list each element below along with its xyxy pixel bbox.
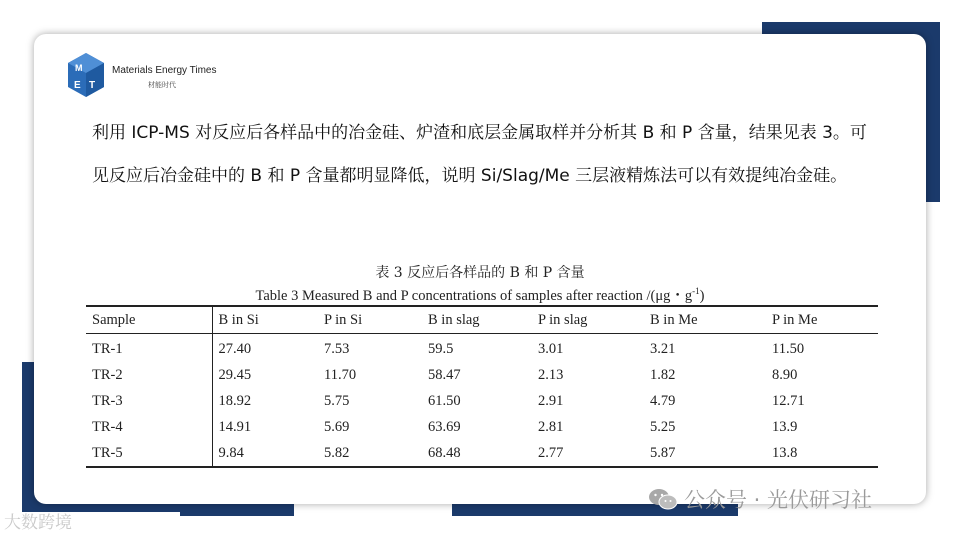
column-header: P in slag bbox=[532, 306, 644, 334]
table-caption-en-sup: -1 bbox=[692, 286, 700, 297]
table-caption-en bbox=[0, 284, 960, 305]
table-cell: 5.87 bbox=[650, 444, 676, 461]
column-header: B in Me bbox=[644, 306, 766, 334]
table-row bbox=[86, 334, 878, 363]
table-cell: 58.47 bbox=[428, 366, 461, 383]
body-paragraph: 利用 ICP-MS 对反应后各样品中的冶金硅、炉渣和底层金属取样并分析其 B 和 P 含量，结果见表 3。可见反应后冶金硅中的 B 和 P 含量都明显降低，说明 Si/Slag/Me 三层液精炼法可以有效提纯冶金硅。 bbox=[92, 123, 867, 186]
column-header: P in Me bbox=[766, 306, 878, 334]
table-cell: TR-3 bbox=[86, 388, 212, 414]
decorative-strip-right bbox=[924, 174, 940, 202]
table-cell: 5.69 bbox=[324, 418, 350, 435]
table-cell: 12.71 bbox=[772, 392, 805, 409]
column-header: B in Si bbox=[212, 306, 318, 334]
table-row bbox=[86, 362, 878, 388]
column-header: B in slag bbox=[422, 306, 532, 334]
table-caption-en-main: Table 3 Measured B and P concentrations of samples after reaction /(μg・g bbox=[255, 288, 693, 304]
table-cell: 29.45 bbox=[218, 366, 252, 383]
table-cell: 2.91 bbox=[538, 392, 564, 409]
column-header: P in Si bbox=[318, 306, 422, 334]
table-cell: 3.01 bbox=[538, 340, 564, 357]
table-cell: 11.70 bbox=[324, 366, 357, 383]
table-cell: 4.79 bbox=[650, 392, 676, 409]
concentration-table bbox=[86, 305, 878, 468]
table-row bbox=[86, 440, 878, 467]
source-watermark: 大数跨境 bbox=[4, 513, 72, 533]
table-cell: 13.8 bbox=[772, 444, 798, 461]
table-cell: 9.84 bbox=[218, 444, 244, 461]
table-cell: 7.53 bbox=[324, 340, 350, 357]
table-cell: 8.90 bbox=[772, 366, 798, 383]
table-cell: TR-1 bbox=[86, 334, 212, 363]
svg-text:T: T bbox=[89, 80, 96, 91]
table-cell: 3.21 bbox=[650, 340, 676, 357]
table-cell: 59.5 bbox=[428, 340, 454, 357]
table-cell: 2.81 bbox=[538, 418, 564, 435]
table-cell: 13.9 bbox=[772, 418, 798, 435]
table-cell: TR-4 bbox=[86, 414, 212, 440]
brand-subname: 材能时代 bbox=[148, 82, 176, 89]
table-cell: 1.82 bbox=[650, 366, 676, 383]
table-cell: 63.69 bbox=[428, 418, 461, 435]
table-cell: 5.25 bbox=[650, 418, 676, 435]
table-cell: 11.50 bbox=[772, 340, 805, 357]
svg-text:E: E bbox=[74, 80, 81, 91]
wechat-watermark-text: 公众号 · 光伏研习社 bbox=[684, 488, 873, 512]
table-cell: TR-5 bbox=[86, 440, 212, 467]
table-row bbox=[86, 388, 878, 414]
wechat-icon bbox=[648, 487, 678, 511]
table-cell: 5.75 bbox=[324, 392, 350, 409]
wechat-watermark bbox=[648, 484, 872, 514]
table-cell: 68.48 bbox=[428, 444, 461, 461]
svg-text:M: M bbox=[75, 63, 83, 73]
brand-logo-icon bbox=[66, 52, 106, 98]
table-cell: 14.91 bbox=[218, 418, 252, 435]
table-cell: 5.82 bbox=[324, 444, 350, 461]
table-cell: 2.13 bbox=[538, 366, 564, 383]
table-cell: 2.77 bbox=[538, 444, 564, 461]
table-cell: TR-2 bbox=[86, 362, 212, 388]
table-cell: 61.50 bbox=[428, 392, 461, 409]
table-cell: 27.40 bbox=[218, 340, 252, 357]
table-caption-en-tail: ) bbox=[699, 288, 705, 304]
brand-name: Materials Energy Times bbox=[112, 65, 217, 76]
table-cell: 18.92 bbox=[218, 392, 252, 409]
table-header-row bbox=[86, 306, 878, 334]
column-header: Sample bbox=[86, 306, 212, 334]
table-row bbox=[86, 414, 878, 440]
table-caption-cn: 表 3 反应后各样品的 B 和 P 含量 bbox=[375, 265, 585, 281]
